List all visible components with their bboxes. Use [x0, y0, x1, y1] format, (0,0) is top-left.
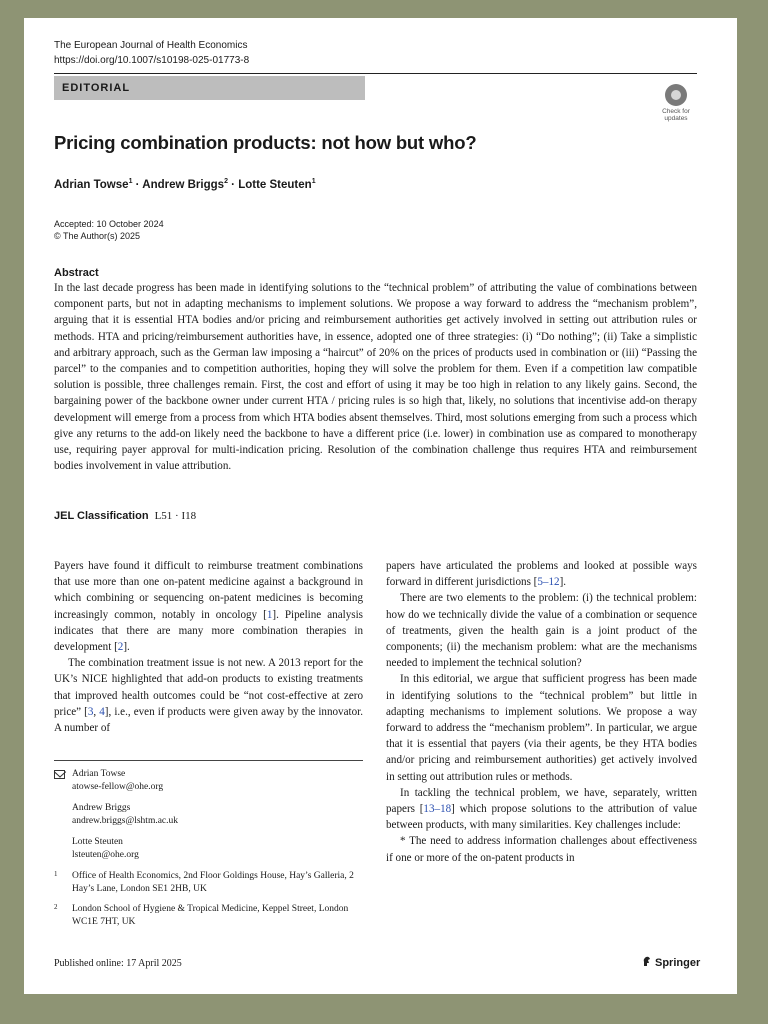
body-column-left: [54, 558, 363, 736]
contact-name: Andrew Briggs: [72, 803, 131, 813]
contact-entry: [54, 802, 363, 827]
article-title: Pricing combination products: not how but who?: [54, 132, 477, 153]
author-affiliation: 2: [224, 178, 228, 185]
author-separator: ·: [227, 178, 239, 191]
jel-codes: L51 · I18: [154, 510, 197, 522]
author-affiliation: 1: [128, 178, 133, 185]
body-paragraph: [54, 558, 363, 655]
affiliation: [54, 870, 363, 895]
text-run: ].: [123, 641, 130, 654]
author-list: [54, 178, 316, 191]
text-run: ,: [93, 705, 100, 718]
body-paragraph: [54, 655, 363, 736]
text-run: The combination treatment issue is not new. A 2013 report for the UK’s NICE highlighted that add-on products to existing treatments that improved health outcomes could be “not cost-effective at zero price” [: [54, 657, 363, 718]
article-dates: [54, 218, 164, 242]
text-run: ].: [559, 576, 567, 589]
author-name[interactable]: Lotte Steuten: [238, 178, 312, 191]
envelope-icon: [54, 770, 65, 779]
section-label: EDITORIAL: [54, 76, 365, 100]
journal-header: [54, 38, 249, 68]
jel-label: JEL Classification: [54, 510, 149, 522]
header-rule: [54, 73, 697, 74]
published-date: Published online: 17 April 2025: [54, 958, 182, 969]
citation-link[interactable]: 1: [266, 608, 273, 621]
text-run: In tackling the technical problem, we have, separately, written papers [: [386, 786, 697, 816]
springer-horse-icon: [642, 956, 652, 967]
contact-name: Lotte Steuten: [72, 837, 123, 847]
citation-link[interactable]: 3: [87, 705, 94, 718]
affiliation-number: 2: [54, 903, 58, 911]
citation-link[interactable]: 5–12: [537, 576, 560, 589]
author-separator: ·: [132, 178, 143, 191]
body-paragraph: [386, 558, 697, 590]
contact-divider: [54, 760, 363, 761]
check-for-updates-badge[interactable]: [656, 84, 696, 124]
text-run: ], i.e., even if products were given away by the innovator. A number of: [54, 705, 364, 735]
jel-classification: [54, 510, 196, 522]
text-run: Payers have found it difficult to reimburse treatment combinations that use more than one on-patent medicine against a background in which combining or sequencing on-patent medicines is becoming increasingly common, notably in oncology [: [54, 560, 363, 621]
text-run: ]. Pipeline analysis indicates that there are many more combination therapies in development [: [54, 608, 363, 654]
text-run: ] which propose solutions to the attribution of value between products, with many similarities. Key challenges include:: [386, 803, 697, 832]
affiliation-text: London School of Hygiene & Tropical Medicine, Keppel Street, London WC1E 7HT, UK: [72, 904, 349, 927]
text-run: papers have articulated the problems and looked at possible ways forward in different jurisdictions [: [386, 560, 697, 589]
citation-link[interactable]: 13–18: [423, 803, 452, 816]
doi-link[interactable]: https://doi.org/10.1007/s10198-025-01773-8: [54, 55, 250, 66]
check-updates-icon: [665, 84, 687, 106]
citation-link[interactable]: 2: [117, 641, 124, 654]
affiliation-text: Office of Health Economics, 2nd Floor Goldings House, Hay’s Galleria, 2 Hay’s Lane, London SE1 2HB, UK: [72, 871, 354, 894]
body-paragraph: * The need to address information challenges about effectiveness if one or more of the on-patent products in: [386, 835, 697, 864]
contact-entry: [54, 768, 363, 793]
journal-name: The European Journal of Health Economics: [54, 40, 248, 51]
body-column-right: [386, 558, 697, 866]
author-name[interactable]: Adrian Towse: [54, 178, 129, 191]
author-affiliation: 1: [311, 178, 316, 185]
abstract-text: In the last decade progress has been made in identifying solutions to the “technical problem” of attributing the value of combinations between component parts, but not in adapting mechanisms to implement solutions. We propose a way forward to address the “mechanism problem”, arguing that it is essential HTA bodies and/or pricing and reimbursement authorities get actively involved in setting out attribution rules or methods. HTA and pricing/reimbursement authorities have, in essence, adopted one of three strategies: (i) “Do nothing”; (ii) Take a simplistic and arbitrary approach, such as the German law imposing a “haircut” of 20% on the prices of products used in combination or (iii) “Passing the parcel” to the companies and to competition authorities, hoping they will solve the problem for them. Even if a competition law compatible solution is possible, three challenges remain. First, the cost and effort of using it may be too high in relation to any likely gains. Second, the bargaining power of the backbone owner under current HTA / pricing rules is so high that, likely, no solutions that incentivise add-on therapy development will emerge from a process from which HTA bodies absent themselves. Third, most solutions emerging from such a process which give any returns to the add-on likely need the backbone to have a different price (i.e. lower) in combination use as compared to monotherapy use, requiring payer approval for multi-indication pricing. Resolution of the combination challenge thus requires HTA and reimbursement bodies involvement in value attribution.: [54, 282, 697, 473]
contact-email[interactable]: andrew.briggs@lshtm.ac.uk: [72, 815, 179, 826]
author-contacts: [54, 768, 363, 936]
affiliation-number: 1: [54, 870, 58, 878]
contact-name: Adrian Towse: [72, 769, 126, 779]
check-updates-label-2: updates: [664, 115, 688, 122]
article-page: [24, 18, 737, 994]
abstract-heading: Abstract: [54, 267, 99, 279]
accepted-date: Accepted: 10 October 2024: [54, 219, 164, 229]
contact-entry: [54, 836, 363, 861]
copyright-notice: © The Author(s) 2025: [54, 231, 141, 241]
check-updates-label: Check for: [662, 108, 690, 115]
publisher-name: Springer: [655, 957, 701, 969]
publisher-logo: [642, 956, 700, 969]
body-paragraph: In this editorial, we argue that sufficient progress has been made in identifying solutions to the “technical problem” but little in adapting mechanisms to implement solutions. We propose a way forward to address the “mechanism problem”. In particular, we argue that it is essential that payers (via their agents, be they HTA bodies and/or pricing and reimbursement authorities) get actively involved in setting out attribution rules or methods.: [386, 673, 697, 783]
author-name[interactable]: Andrew Briggs: [142, 178, 225, 191]
body-paragraph: There are two elements to the problem: (i) the technical problem: how do we technically divide the value of a combination or sequence of treatments, given the health gain is a joint product of the components; (ii) the mechanism problem: what are the mechanisms needed to implement the technical solution?: [386, 592, 697, 670]
body-paragraph: [386, 785, 697, 834]
contact-email[interactable]: lsteuten@ohe.org: [72, 849, 139, 860]
citation-link[interactable]: 4: [99, 705, 105, 718]
contact-email[interactable]: atowse-fellow@ohe.org: [72, 781, 164, 792]
affiliation: [54, 903, 363, 928]
